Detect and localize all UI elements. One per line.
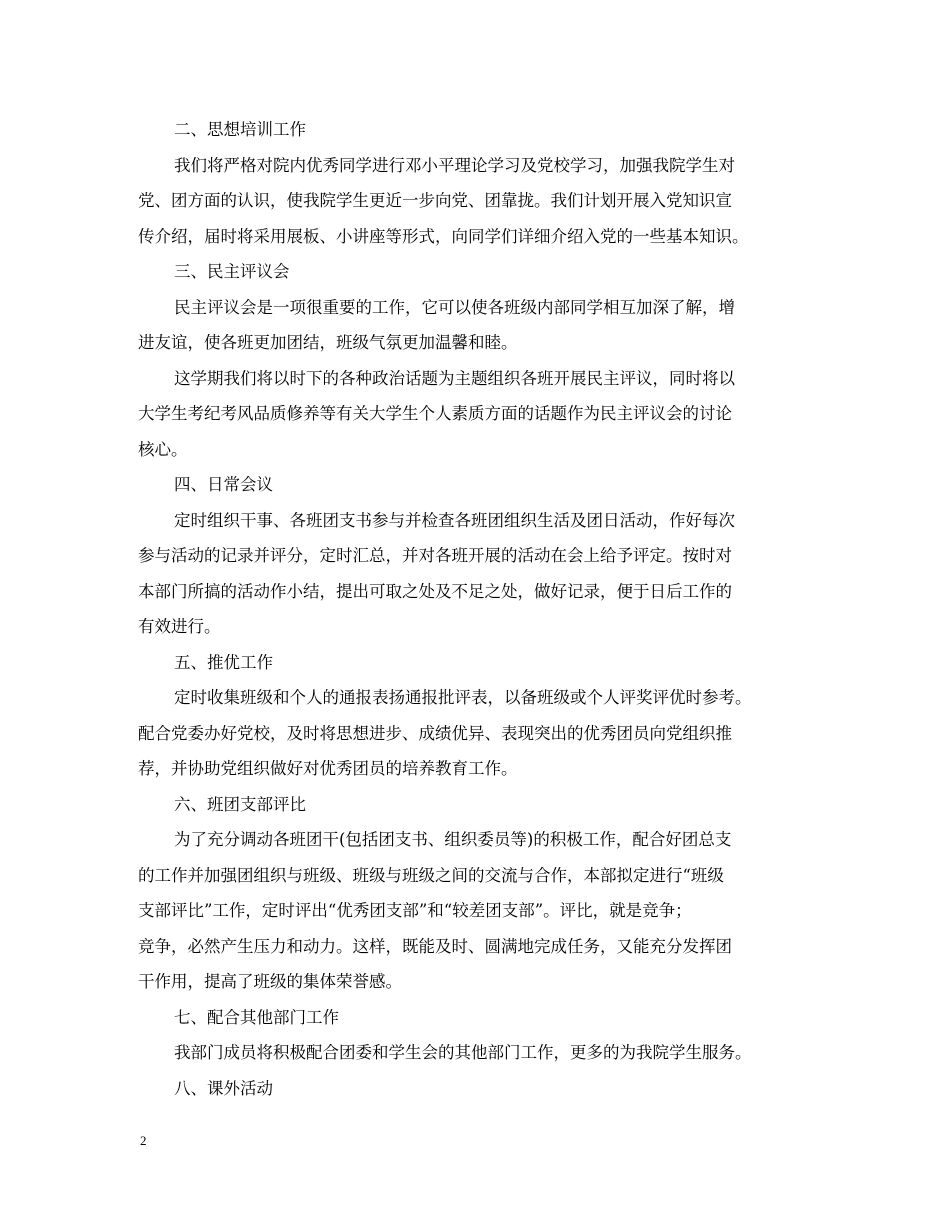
text-line: 干作用，提高了班级的集体荣誉感。: [138, 972, 402, 991]
document-body: [138, 112, 828, 1106]
text-line: 传介绍，届时将采用展板、小讲座等形式，向同学们详细介绍入党的一些基本知识。: [138, 226, 749, 246]
text-line: 五、推优工作: [174, 652, 273, 672]
text-line: 竞争，必然产生压力和动力。这样，既能及时、圆满地完成任务，又能充分发挥团: [138, 936, 732, 956]
text-line: 荐，并协助党组织做好对优秀团员的培养教育工作。: [138, 759, 518, 778]
text-line: 本部门所搞的活动作小结，提出可取之处及不足之处，做好记录，便于日后工作的: [138, 581, 732, 601]
text-line: 七、配合其他部门工作: [174, 1007, 339, 1027]
text-line: 为了充分调动各班团干(包括团支书、组织委员等)的积极工作，配合好团总支: [174, 830, 732, 849]
text-line: 这学期我们将以时下的各种政治话题为主题组织各班开展民主评议，同时将以: [174, 368, 735, 388]
text-line: 我们将严格对院内优秀同学进行邓小平理论学习及党校学习，加强我院学生对: [174, 155, 735, 175]
text-line: 定时组织干事、各班团支书参与并检查各班团组织生活及团日活动，作好每次: [174, 510, 735, 530]
text-line: 支部评比”工作，定时评出“优秀团支部”和“较差团支部”。评比，就是竞争；: [138, 901, 692, 920]
text-line: 配合党委办好党校，及时将思想进步、成绩优异、表现突出的优秀团员向党组织推: [138, 723, 732, 743]
text-line: 我部门成员将积极配合团委和学生会的其他部门工作，更多的为我院学生服务。: [174, 1043, 752, 1062]
text-line: 六、班团支部评比: [174, 794, 306, 814]
text-line: 的工作并加强团组织与班级、班级与班级之间的交流与合作，本部拟定进行“班级: [138, 865, 724, 885]
text-line: 定时收集班级和个人的通报表扬通报批评表，以备班级或个人评奖评优时参考。: [174, 688, 752, 707]
text-line: 三、民主评议会: [174, 262, 290, 281]
text-line: 核心。: [138, 439, 188, 459]
text-line: 四、日常会议: [174, 475, 273, 494]
text-line: 八、课外活动: [174, 1078, 273, 1098]
text-line: 参与活动的记录并评分，定时汇总，并对各班开展的活动在会上给予评定。按时对: [138, 546, 732, 565]
page-number: 2: [140, 1133, 147, 1148]
text-line: 民主评议会是一项很重要的工作，它可以使各班级内部同学相互加深了解，增: [174, 297, 735, 317]
text-line: 二、思想培训工作: [174, 120, 306, 139]
text-line: 进友谊，使各班更加团结，班级气氛更加温馨和睦。: [138, 333, 518, 352]
text-line: 党、团方面的认识，使我院学生更近一步向党、团靠拢。我们计划开展入党知识宣: [138, 191, 732, 210]
text-line: 大学生考纪考风品质修养等有关大学生个人素质方面的话题作为民主评议会的讨论: [138, 404, 732, 423]
text-line: 有效进行。: [138, 617, 221, 636]
